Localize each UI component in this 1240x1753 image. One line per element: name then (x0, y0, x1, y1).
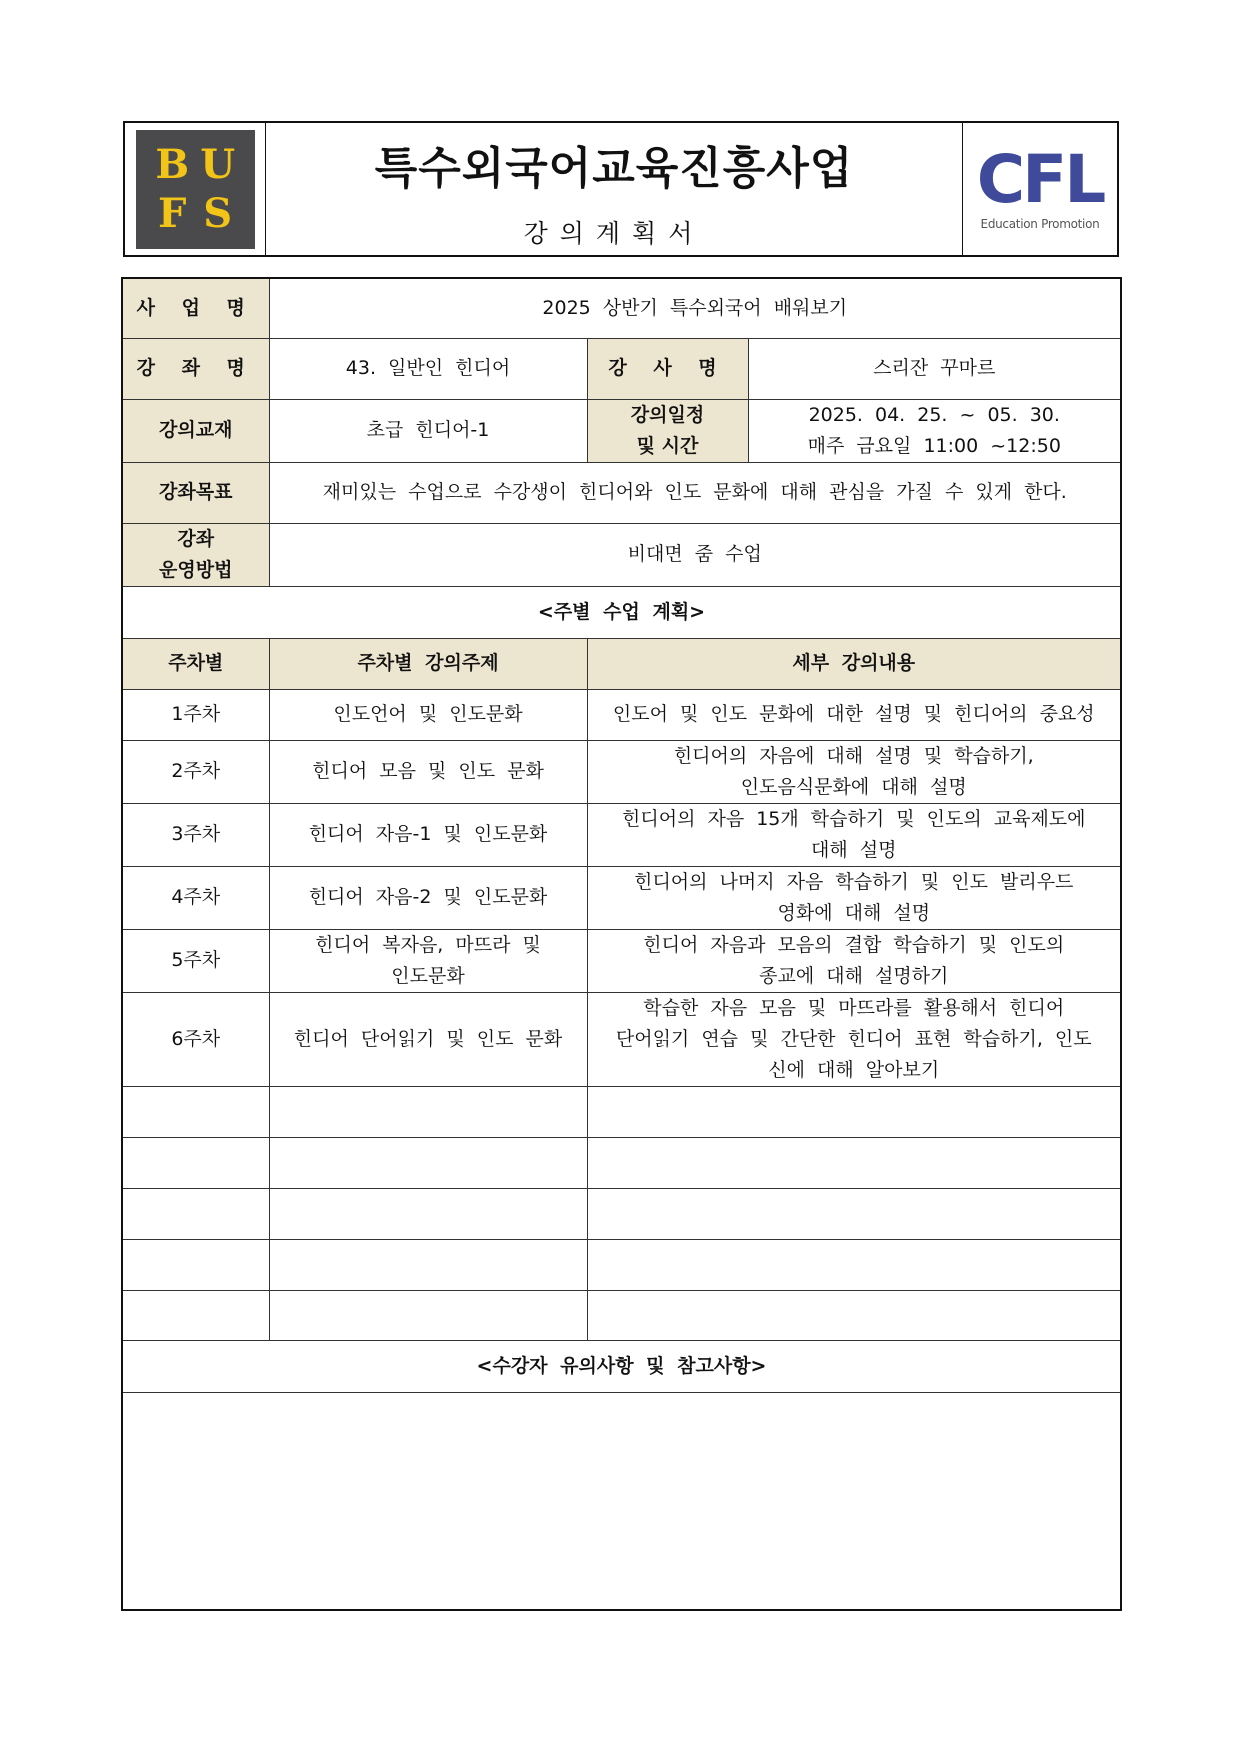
detail-line: 학습한 자음 모음 및 마뜨라를 활용해서 힌디어 (643, 996, 1065, 1019)
detail-line: 영화에 대해 설명 (777, 901, 931, 924)
method-label-line: 운영방법 (159, 558, 233, 581)
detail-cell (587, 740, 1121, 803)
goal-row (122, 462, 1121, 523)
cfl-logo: CFL (976, 141, 1104, 218)
detail-cell (587, 929, 1121, 992)
topic-line: 힌디어 복자음, 마뜨라 및 (315, 933, 541, 956)
empty-cell (122, 1137, 269, 1188)
table-row (122, 689, 1121, 740)
week-cell: 3주차 (122, 803, 269, 866)
method-label-line: 강좌 (177, 527, 215, 550)
table-row (122, 992, 1121, 1086)
schedule-label-line: 강의일정 (630, 403, 705, 426)
topic-cell: 힌디어 자음-1 및 인도문화 (269, 803, 587, 866)
topic-cell: 인도언어 및 인도문화 (269, 689, 587, 740)
topic-cell: 힌디어 모음 및 인도 문화 (269, 740, 587, 803)
cfl-logo-cell (962, 123, 1117, 255)
method-value: 비대면 줌 수업 (269, 523, 1121, 586)
goal-label: 강좌목표 (122, 462, 269, 523)
week-cell: 5주차 (122, 929, 269, 992)
empty-cell (269, 1137, 587, 1188)
goal-value: 재미있는 수업으로 수강생이 힌디어와 인도 문화에 대해 관심을 가질 수 있게 한다. (269, 462, 1121, 523)
table-row (122, 866, 1121, 929)
instructor-label: 강 사 명 (587, 338, 748, 399)
empty-cell (122, 1086, 269, 1137)
empty-cell (122, 1239, 269, 1290)
week-cell: 6주차 (122, 992, 269, 1086)
empty-cell (587, 1137, 1121, 1188)
lecture-plan-table (121, 277, 1122, 1611)
empty-cell (269, 1188, 587, 1239)
document-subtitle: 강의계획서 (523, 219, 705, 248)
detail-cell (587, 803, 1121, 866)
bufs-logo-cell (125, 123, 266, 255)
column-header-topic: 주차별 강의주제 (269, 638, 587, 689)
empty-cell (269, 1086, 587, 1137)
course-label: 강 좌 명 (122, 338, 269, 399)
textbook-label: 강의교재 (122, 399, 269, 462)
empty-cell (269, 1239, 587, 1290)
textbook-row (122, 399, 1121, 462)
empty-row (122, 1137, 1121, 1188)
cfl-logo-caption: Education Promotion (980, 217, 1100, 231)
instructor-value: 스리잔 꾸마르 (748, 338, 1121, 399)
project-row (122, 278, 1121, 338)
week-cell: 2주차 (122, 740, 269, 803)
course-row (122, 338, 1121, 399)
course-value: 43. 일반인 힌디어 (269, 338, 587, 399)
schedule-value-line: 매주 금요일 11:00 ~12:50 (807, 434, 1061, 457)
method-label (122, 523, 269, 586)
detail-cell (587, 866, 1121, 929)
table-row (122, 929, 1121, 992)
empty-row (122, 1188, 1121, 1239)
detail-line: 단어읽기 연습 및 간단한 힌디어 표현 학습하기, 인도 (615, 1027, 1092, 1050)
empty-row (122, 1086, 1121, 1137)
weekly-section-row (122, 586, 1121, 638)
detail-line: 신에 대해 알아보기 (768, 1058, 940, 1081)
column-header-week: 주차별 (122, 638, 269, 689)
detail-cell (587, 992, 1121, 1086)
week-cell: 1주차 (122, 689, 269, 740)
column-header-detail: 세부 강의내용 (587, 638, 1121, 689)
empty-cell (122, 1188, 269, 1239)
detail-cell: 인도어 및 인도 문화에 대한 설명 및 힌디어의 중요성 (587, 689, 1121, 740)
detail-line: 힌디어 자음과 모음의 결합 학습하기 및 인도의 (643, 933, 1065, 956)
bufs-logo (136, 130, 255, 249)
empty-cell (587, 1188, 1121, 1239)
detail-line: 힌디어의 나머지 자음 학습하기 및 인도 발리우드 (634, 870, 1074, 893)
project-label: 사 업 명 (122, 278, 269, 338)
project-value: 2025 상반기 특수외국어 배워보기 (269, 278, 1121, 338)
detail-line: 종교에 대해 설명하기 (759, 964, 949, 987)
detail-line: 인도음식문화에 대해 설명 (740, 775, 967, 798)
method-row (122, 523, 1121, 586)
header-title-cell (266, 123, 962, 255)
schedule-label (587, 399, 748, 462)
empty-cell (587, 1239, 1121, 1290)
notes-section-title: <수강자 유의사항 및 참고사항> (122, 1340, 1121, 1392)
notes-content-row (122, 1392, 1121, 1610)
bufs-logo-letter: F (158, 190, 187, 238)
empty-cell (587, 1086, 1121, 1137)
textbook-value: 초급 힌디어-1 (269, 399, 587, 462)
empty-row (122, 1290, 1121, 1340)
empty-cell (587, 1290, 1121, 1340)
notes-section-row (122, 1340, 1121, 1392)
document-header (123, 121, 1119, 257)
week-cell: 4주차 (122, 866, 269, 929)
schedule-value (748, 399, 1121, 462)
empty-row (122, 1239, 1121, 1290)
table-row (122, 740, 1121, 803)
table-row (122, 803, 1121, 866)
schedule-value-line: 2025. 04. 25. ~ 05. 30. (808, 403, 1060, 426)
empty-cell (269, 1290, 587, 1340)
schedule-label-line: 및 시간 (636, 434, 699, 457)
detail-line: 힌디어의 자음 15개 학습하기 및 인도의 교육제도에 (622, 807, 1086, 830)
topic-cell (269, 929, 587, 992)
bufs-logo-letter: B (155, 140, 190, 188)
bufs-logo-letter: S (203, 190, 233, 238)
document-title: 특수외국어교육진흥사업 (374, 143, 854, 194)
detail-line: 대해 설명 (811, 838, 897, 861)
empty-cell (122, 1290, 269, 1340)
weekly-header-row (122, 638, 1121, 689)
topic-line: 인도문화 (391, 964, 465, 987)
topic-cell: 힌디어 단어읽기 및 인도 문화 (269, 992, 587, 1086)
detail-line: 힌디어의 자음에 대해 설명 및 학습하기, (673, 744, 1034, 767)
weekly-section-title: <주별 수업 계획> (122, 586, 1121, 638)
bufs-logo-letter: U (200, 140, 236, 188)
topic-cell: 힌디어 자음-2 및 인도문화 (269, 866, 587, 929)
notes-content (122, 1392, 1121, 1610)
